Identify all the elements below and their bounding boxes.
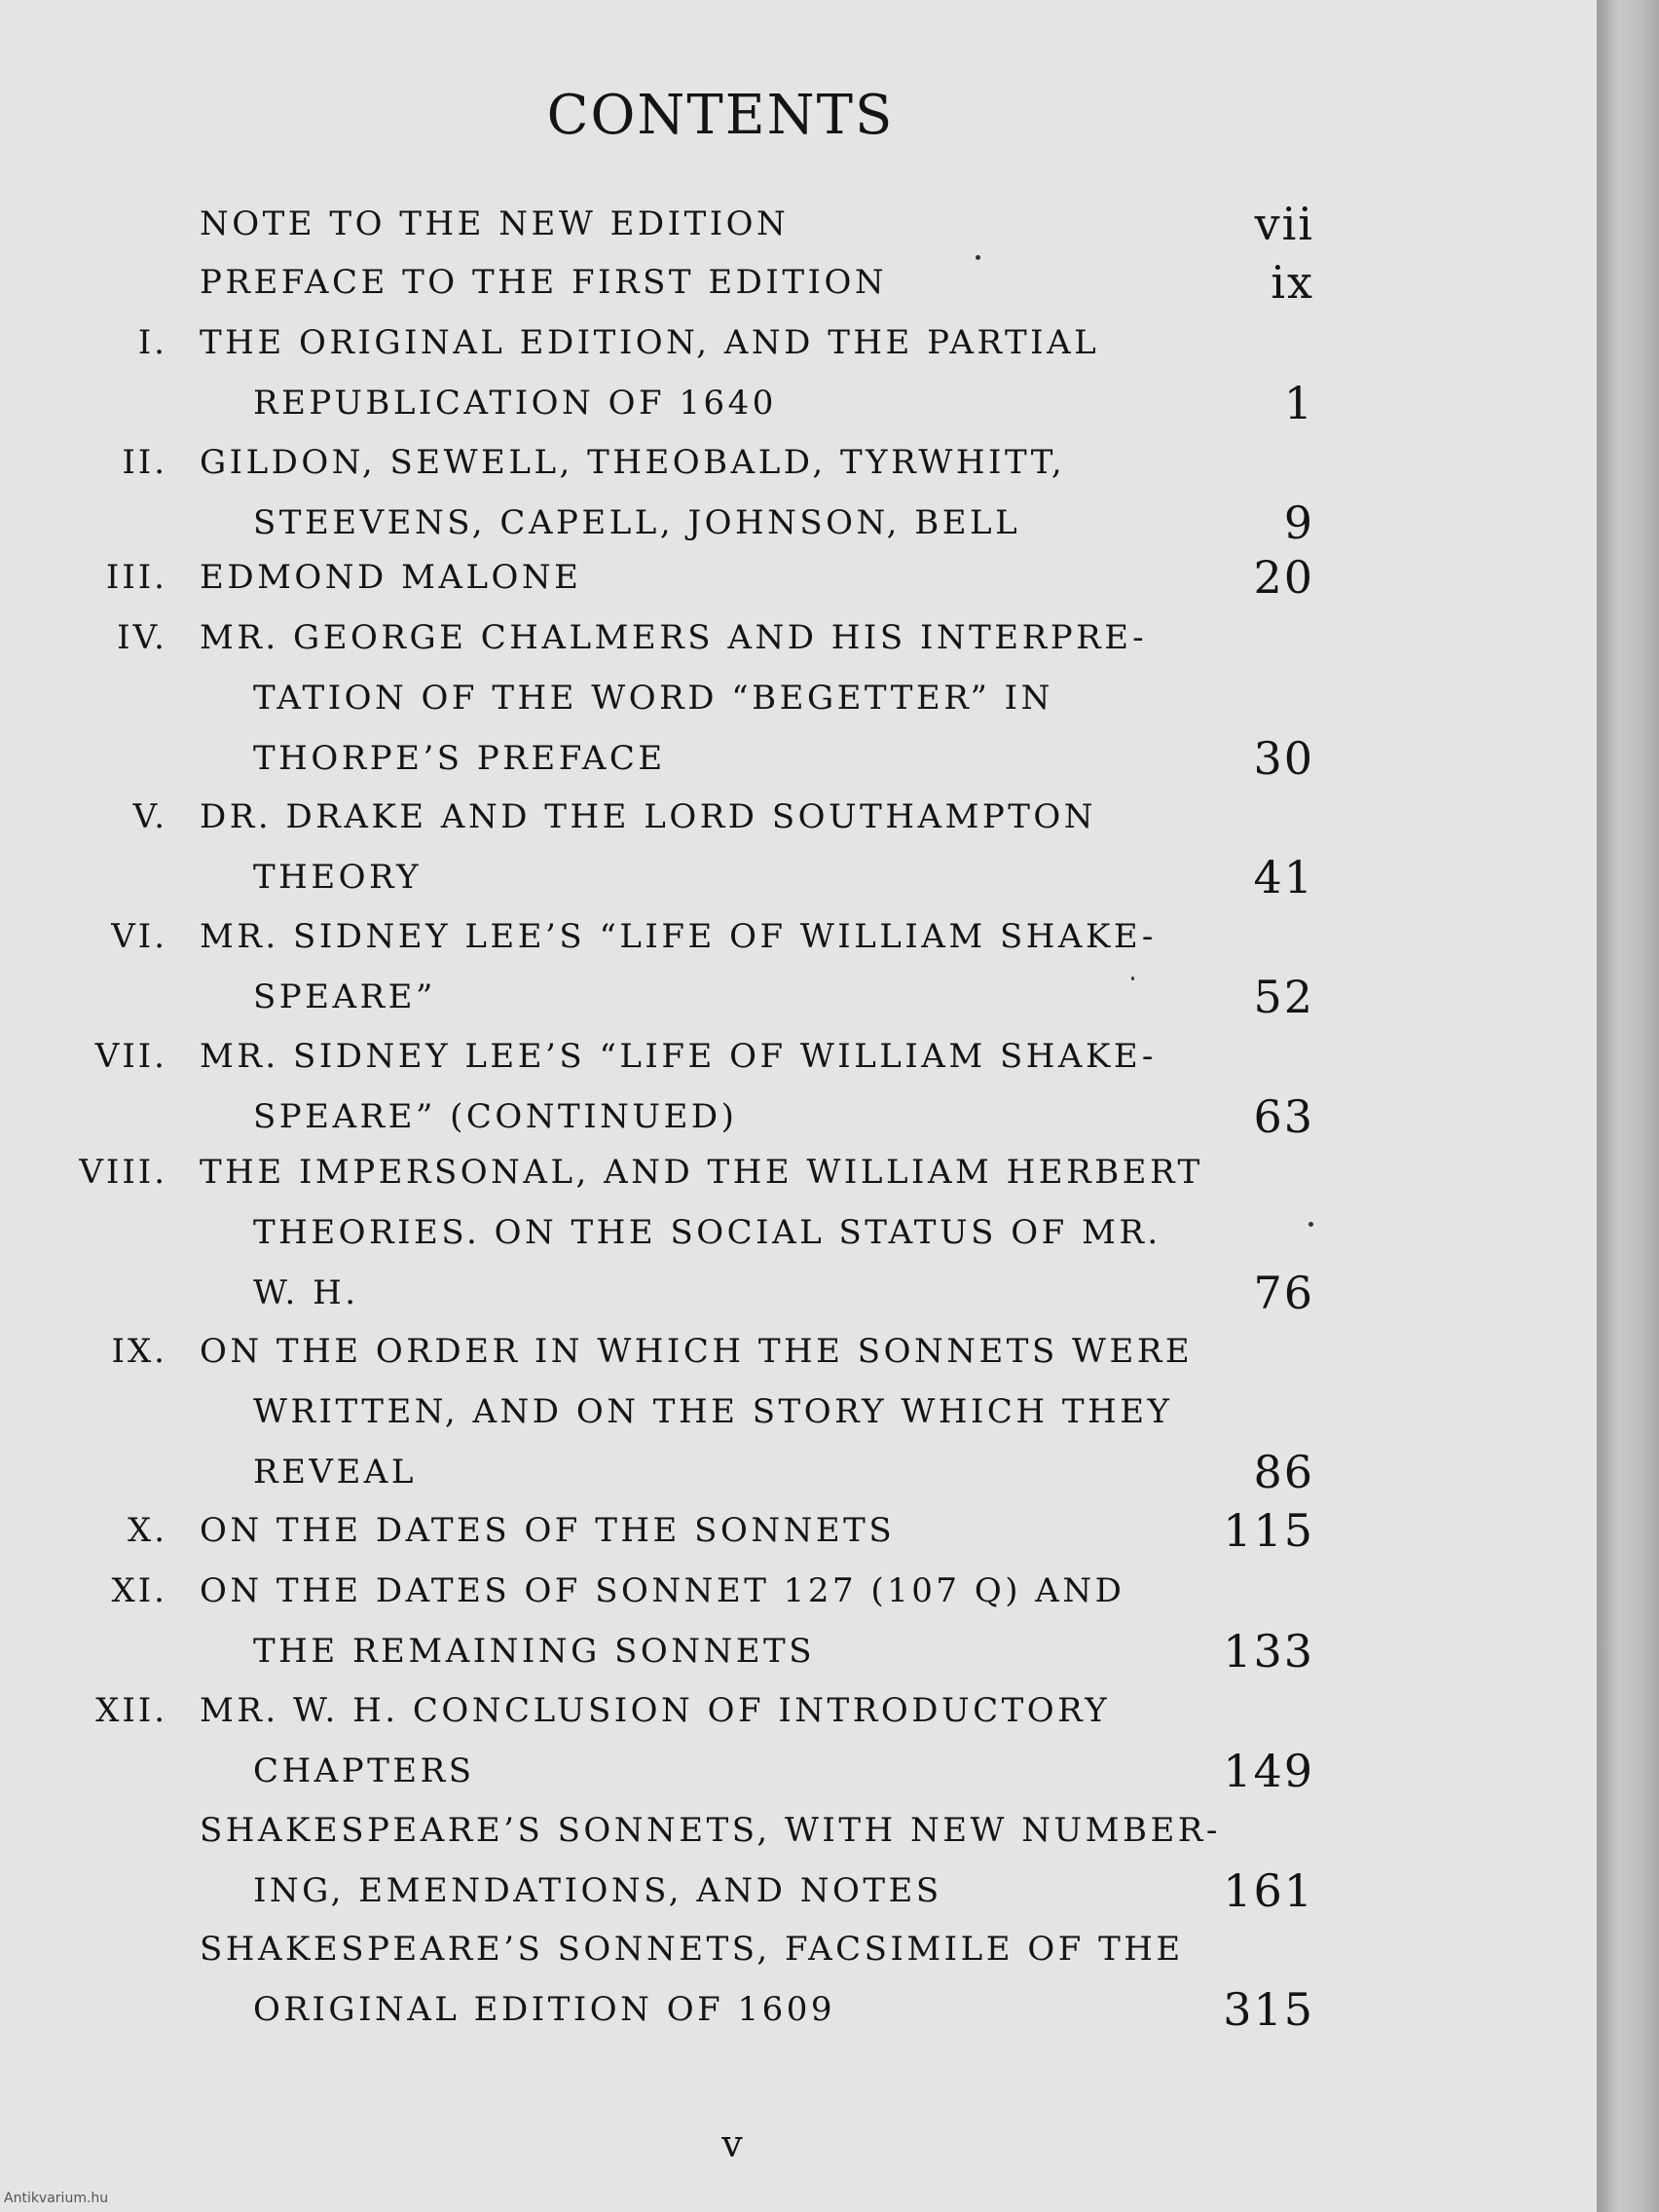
page-reference: 161 xyxy=(1223,1864,1314,1917)
chapter-title: GILDON, SEWELL, THEOBALD, TYRWHITT, xyxy=(200,443,1066,482)
toc-entry xyxy=(0,433,1597,549)
toc-entry xyxy=(0,1801,1597,1917)
toc-entry xyxy=(0,1322,1597,1498)
chapter-number: II. xyxy=(122,443,167,482)
page-reference: 52 xyxy=(1253,971,1314,1023)
chapter-number: IV. xyxy=(117,618,167,657)
chapter-title: ON THE DATES OF THE SONNETS xyxy=(200,1511,896,1550)
chapter-number: I. xyxy=(137,323,167,362)
chapter-number: XI. xyxy=(111,1571,167,1610)
chapter-number: VI. xyxy=(111,917,167,956)
page-reference: 76 xyxy=(1253,1267,1314,1319)
chapter-title-continuation: THE REMAINING SONNETS xyxy=(253,1632,816,1671)
page-reference: ix xyxy=(1271,256,1314,309)
toc-entry xyxy=(0,1027,1597,1143)
chapter-title: MR. SIDNEY LEE’S “LIFE OF WILLIAM SHAKE- xyxy=(200,1037,1157,1076)
page-reference: 63 xyxy=(1253,1090,1314,1143)
chapter-title-continuation: STEEVENS, CAPELL, JOHNSON, BELL xyxy=(253,503,1021,542)
paper-speck xyxy=(976,255,980,260)
toc-entry xyxy=(0,907,1597,1023)
page-reference: 86 xyxy=(1253,1446,1314,1498)
chapter-title-continuation: ING, EMENDATIONS, AND NOTES xyxy=(253,1871,942,1910)
chapter-title: THE ORIGINAL EDITION, AND THE PARTIAL xyxy=(200,323,1100,362)
chapter-title-continuation: REPUBLICATION OF 1640 xyxy=(253,384,777,423)
toc-entry xyxy=(0,548,1597,607)
toc-entry xyxy=(0,195,1597,253)
chapter-title: ON THE ORDER IN WHICH THE SONNETS WERE xyxy=(200,1332,1194,1371)
book-page-edge xyxy=(1597,0,1659,2212)
page-reference: 30 xyxy=(1253,732,1314,785)
page-title: CONTENTS xyxy=(546,84,895,147)
page-reference: 20 xyxy=(1253,551,1314,604)
chapter-title-continuation: W. H. xyxy=(253,1273,359,1312)
page-number: v xyxy=(721,2122,743,2165)
chapter-title: MR. GEORGE CHALMERS AND HIS INTERPRE- xyxy=(200,618,1148,657)
paper-speck xyxy=(1131,977,1134,980)
chapter-title: PREFACE TO THE FIRST EDITION xyxy=(200,263,888,302)
chapter-title-continuation: REVEAL xyxy=(253,1453,417,1492)
toc-entry xyxy=(0,1920,1597,2036)
page-reference: 315 xyxy=(1223,1983,1314,2036)
toc-entry xyxy=(0,1681,1597,1797)
page-reference: 133 xyxy=(1223,1625,1314,1677)
paper-speck xyxy=(1309,1222,1313,1227)
chapter-title-continuation: THEORIES. ON THE SOCIAL STATUS OF MR. xyxy=(253,1213,1161,1252)
chapter-number: III. xyxy=(105,558,167,597)
toc-entry xyxy=(0,1143,1597,1319)
chapter-number: X. xyxy=(127,1511,167,1550)
toc-entry xyxy=(0,253,1597,312)
toc-entry xyxy=(0,788,1597,903)
chapter-title-continuation: ORIGINAL EDITION OF 1609 xyxy=(253,1990,836,2029)
page-reference: 9 xyxy=(1283,497,1314,549)
chapter-title-continuation: SPEARE” (CONTINUED) xyxy=(253,1097,738,1136)
chapter-title-continuation: SPEARE” xyxy=(253,977,436,1016)
chapter-title-continuation: TATION OF THE WORD “BEGETTER” IN xyxy=(253,679,1053,718)
chapter-number: XII. xyxy=(95,1691,167,1730)
chapter-title-continuation: WRITTEN, AND ON THE STORY WHICH THEY xyxy=(253,1392,1173,1431)
chapter-title-continuation: CHAPTERS xyxy=(253,1751,475,1790)
chapter-title: SHAKESPEARE’S SONNETS, WITH NEW NUMBER- xyxy=(200,1811,1221,1850)
chapter-title: SHAKESPEARE’S SONNETS, FACSIMILE OF THE xyxy=(200,1930,1184,1969)
chapter-title-continuation: THORPE’S PREFACE xyxy=(253,739,666,778)
toc-entry xyxy=(0,313,1597,429)
page-reference: 149 xyxy=(1223,1745,1314,1797)
chapter-number: V. xyxy=(132,797,167,836)
chapter-number: IX. xyxy=(111,1332,167,1371)
chapter-number: VII. xyxy=(94,1037,167,1076)
chapter-title: NOTE TO THE NEW EDITION xyxy=(200,204,790,243)
chapter-title: THE IMPERSONAL, AND THE WILLIAM HERBERT xyxy=(200,1153,1203,1192)
chapter-title-continuation: THEORY xyxy=(253,858,423,897)
chapter-title: MR. W. H. CONCLUSION OF INTRODUCTORY xyxy=(200,1691,1111,1730)
watermark: Antikvarium.hu xyxy=(4,2191,109,2206)
page-reference: 1 xyxy=(1283,377,1314,429)
chapter-title: MR. SIDNEY LEE’S “LIFE OF WILLIAM SHAKE- xyxy=(200,917,1157,956)
page-reference: 41 xyxy=(1253,851,1314,903)
toc-entry xyxy=(0,1501,1597,1560)
toc-entry xyxy=(0,1562,1597,1677)
chapter-title: ON THE DATES OF SONNET 127 (107 Q) AND xyxy=(200,1571,1125,1610)
chapter-title: EDMOND MALONE xyxy=(200,558,582,597)
chapter-title: DR. DRAKE AND THE LORD SOUTHAMPTON xyxy=(200,797,1097,836)
toc-entry xyxy=(0,608,1597,785)
page-reference: vii xyxy=(1254,198,1314,250)
chapter-number: VIII. xyxy=(79,1153,167,1192)
page-reference: 115 xyxy=(1223,1504,1314,1557)
